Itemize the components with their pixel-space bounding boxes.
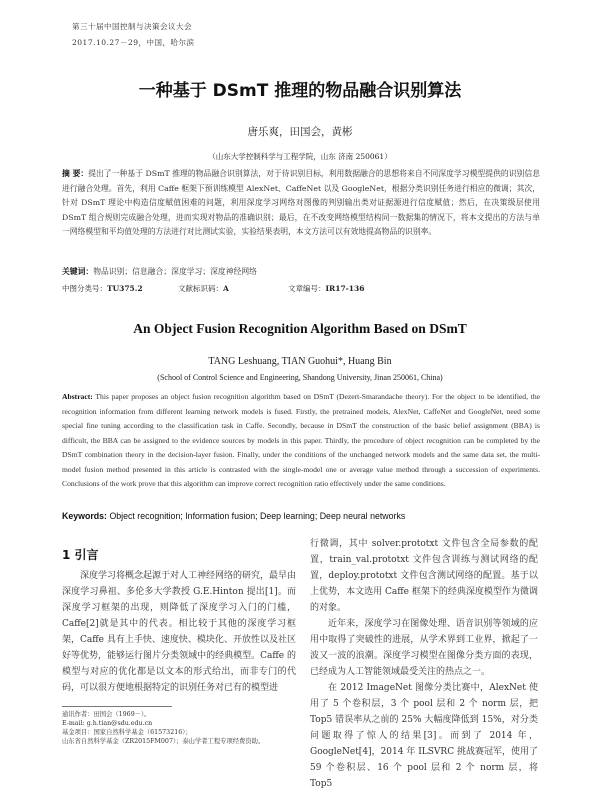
article-label: 文章编号： (288, 284, 326, 293)
affiliation-en: (School of Control Science and Engineering, Shandong University, Jinan 250061, China) (157, 373, 443, 382)
doc-label: 文献标识码： (178, 284, 223, 293)
clc-label: 中图分类号： (62, 284, 107, 293)
footnote-divider (62, 706, 172, 707)
abstract-cn (62, 167, 540, 240)
abstract-en (62, 390, 540, 492)
keywords-en (62, 511, 540, 521)
article-number (288, 283, 364, 294)
keywords-cn-label: 关键词： (62, 267, 94, 276)
abstract-en-label: Abstract: (62, 392, 93, 401)
section-heading-intro: 1 引言 (62, 548, 99, 562)
abstract-cn-label: 摘 要： (62, 169, 89, 178)
intro-paragraph-cont: 行微调，其中 solver.prototxt 文件包含全局参数的配置，train_val.prototxt 文件包含训练与测试网络的配置，deploy.prototxt 文件包含测试网络的配置。基于以上优势，本文选用 Caffe 框架下的经典深度模型作为微调的对象。 (310, 539, 538, 613)
intro-paragraph-3: 在 2012 ImageNet 图像分类比赛中，AlexNet 使用了 5 个卷积层，3 个 pool 层和 2 个 norm 层，把 Top5 错误率从之前的 25% 大幅度降低到 15%，对分类问题取得了惊人的结果[3]。而到了 2014 年，GoogleNet[4]，2014 年 ILSVRC 挑战赛冠军，使用了 59 个卷积层、16 个 pool 层和 2 个 norm 层，将 Top5 (310, 683, 538, 789)
footnote-email: E-mail: g.h.tian@sdu.edu.cn (62, 720, 153, 727)
abstract-cn-text: 提出了一种基于 DSmT 推理的物品融合识别算法，对于待识别目标，利用数据融合的思想将来自不同深度学习模型提供的识别信息进行融合处理。首先，利用 Caffe 框架下预训练模型 AlexNet、CaffeNet 以及 GoogleNet，根据分类识别任务进行相应的微调；其次，针对 DSmT 理论中构造信度赋值困难的问题，利用深度学习网络对图像的判别输出类对证据源进行信度赋值；然后，在决策级层使用 DSmT 组合规则完成融合处理，进而实现对物品的准确识别；最后，在不改变网络模型结构同一数据集的情况下，将本文提出的方法与单一网络模型和平均值处理的方法进行对比测试实验，实验结果表明，本文方法可以有效地提高物品的识别率。 (62, 169, 541, 237)
keywords-cn (62, 266, 540, 277)
clc-value: TU375.2 (107, 284, 143, 293)
footnote-fund-1: 基金项目：国家自然科学基金（61573216）； (62, 729, 192, 736)
intro-paragraph-1: 深度学习将概念起源于对人工神经网络的研究，最早由深度学习鼻祖、多伦多大学教授 G.E.Hinton 提出[1]。而深度学习框架的出现，则降低了深度学习入门的门槛，Caffe[2]就是其中的代表。相比较于其他的深度学习框架，Caffe 具有上手快、速度快、模块化、开放性以及社区好等优势，能够运行图片分类领域中的经典模型。Caffe 的模型与对应的优化都是以文本的形式给出，而非专门的代码，可以很方便地根据特定的识别任务对已有的模型进 (62, 571, 297, 693)
keywords-cn-text: 物品识别；信息融合；深度学习；深度神经网络 (93, 267, 257, 276)
conference-header: 第三十届中国控制与决策会议大会 (72, 22, 192, 31)
doc-value: A (223, 284, 229, 293)
keywords-en-text: Object recognition; Information fusion; Deep learning; Deep neural networks (109, 511, 406, 521)
right-column (310, 536, 538, 792)
authors-en: TANG Leshuang, TIAN Guohui*, Huang Bin (208, 356, 392, 367)
clc-number (62, 283, 143, 294)
footnote-corresponding-author: 通讯作者：田国会（1969－）。 (62, 711, 151, 718)
document-code (178, 283, 229, 294)
authors-cn: 唐乐爽，田国会，黄彬 (247, 126, 353, 138)
keywords-en-label: Keywords: (62, 511, 107, 521)
conference-date-place: 2017.10.27－29，中国，哈尔滨 (72, 38, 195, 47)
footnote-fund-2: 山东省自然科学基金（ZR2015FM007）；泰山学者工程专项经费资助。 (62, 738, 265, 745)
paper-title-en: An Object Fusion Recognition Algorithm Based on DSmT (133, 321, 467, 336)
abstract-en-text: This paper proposes an object fusion recognition algorithm based on DSmT (Dezert-Smarandache theory). For the object to be identified, the recognition information from different learning network models is fused. Firstly, the pretrained models, AlexNet, CaffeNet and GoogleNet, need some special fine tuning according to the classification task in Caffe. Secondly, because in DSmT the construction of the basic belief assignment (BBA) is difficult, the BBA can be assigned to the evidence sources by models in this paper. Thirdly, the procedure of object recognition can be completed by the DSmT combination theory in the decision-layer fusion. Finally, under the conditions of the unchanged network models and the same data set, the multi-model fusion method presented in this article is contrasted with the single-model one or average value method through a succession of experiments. Conclusions of the work prove that this algorithm can improve correct recognition ratio effectively under the same conditions. (62, 392, 541, 488)
affiliation-cn: （山东大学控制科学与工程学院，山东 济南 250061） (208, 152, 392, 161)
paper-title-cn: 一种基于 DSmT 推理的物品融合识别算法 (138, 81, 462, 101)
article-value: IR17-136 (325, 284, 365, 293)
intro-paragraph-2: 近年来，深度学习在图像处理、语音识别等领域的应用中取得了突破性的进展，从学术界到工业界，掀起了一波又一波的浪潮。深度学习模型在图像分类方面的表现，已经成为人工智能领域最受关注的热点之一。 (310, 619, 538, 677)
